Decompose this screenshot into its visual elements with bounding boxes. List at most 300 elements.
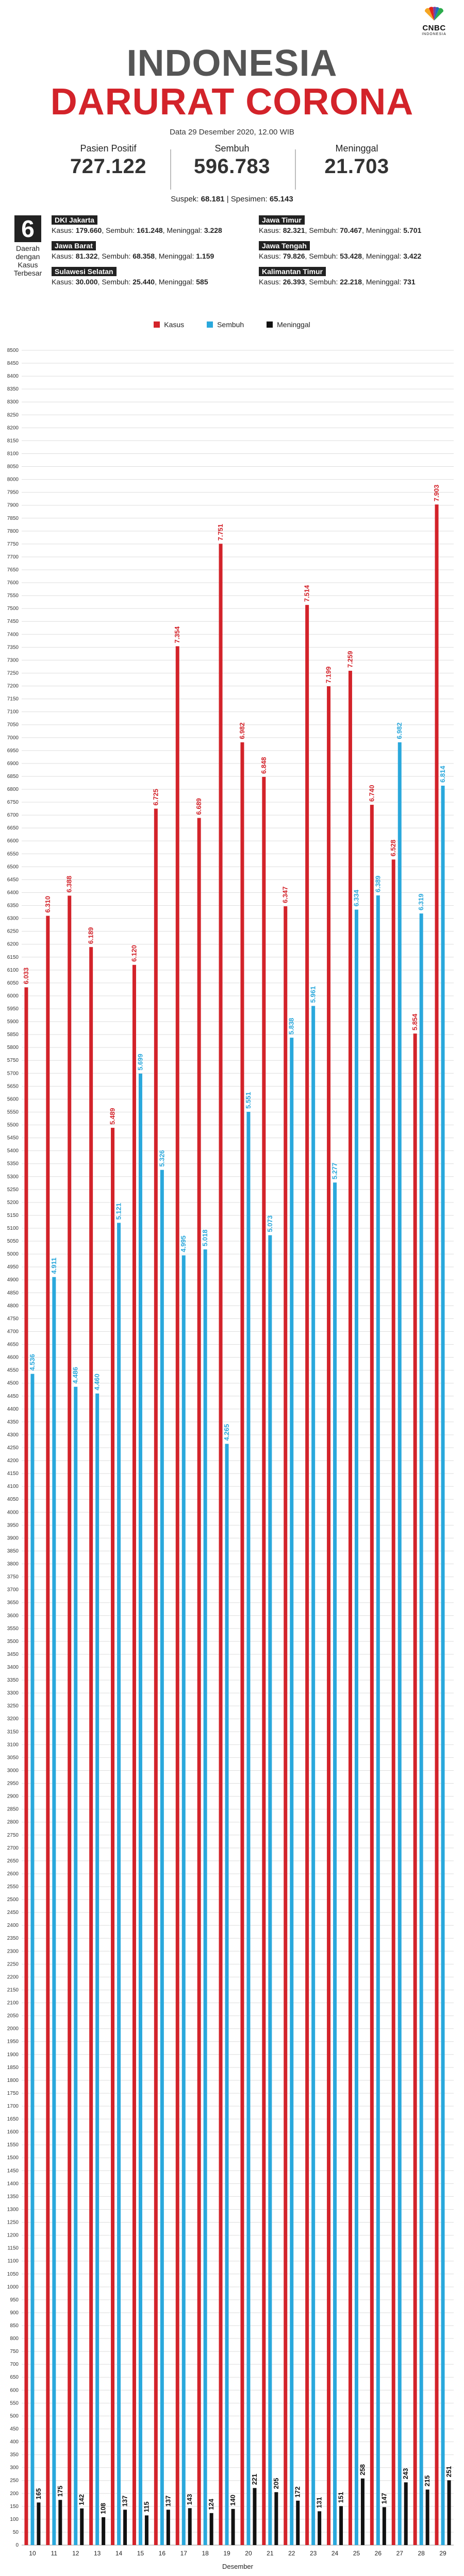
y-tick-label: 3250	[7, 1703, 19, 1709]
y-tick-label: 50	[12, 2529, 19, 2535]
region-data: Kasus: 30.000, Sembuh: 25.440, Meninggal: 585	[52, 278, 208, 286]
stat-positive	[46, 143, 170, 178]
bar-sembuh	[420, 913, 423, 2545]
kasus-label: Kasus:	[259, 278, 281, 286]
bar-meninggal	[231, 2509, 235, 2545]
bar-kasus	[111, 1128, 114, 2545]
bar-kasus	[349, 671, 352, 2545]
y-tick-label: 2000	[7, 2026, 19, 2032]
y-tick-label: 2900	[7, 1793, 19, 1800]
region-kasus: 81.322	[75, 252, 98, 260]
x-tick-label: 21	[267, 2550, 274, 2557]
bar-sembuh	[225, 1444, 229, 2545]
data-label-kasus: 6.033	[22, 967, 30, 985]
y-tick-label: 1050	[7, 2271, 19, 2277]
logo-text: CNBC	[422, 24, 446, 32]
y-tick-label: 8200	[7, 425, 19, 431]
bar-sembuh	[117, 1223, 121, 2545]
kasus-label: Kasus:	[52, 252, 74, 260]
stat-recovered-label: Sembuh	[214, 143, 250, 154]
bar-meninggal	[210, 2513, 213, 2545]
data-label-meninggal: 221	[250, 2473, 258, 2485]
y-tick-label: 6350	[7, 903, 19, 909]
y-tick-label: 6600	[7, 838, 19, 844]
logo-subtext: INDONESIA	[422, 32, 446, 36]
y-tick-label: 2550	[7, 1884, 19, 1890]
spesimen-label: Spesimen:	[230, 195, 268, 204]
y-tick-label: 7100	[7, 709, 19, 715]
bar-meninggal	[318, 2511, 321, 2545]
region-meninggal: 1.159	[196, 252, 214, 260]
meninggal-label: Meninggal:	[366, 226, 402, 234]
sembuh-label: Sembuh:	[309, 226, 338, 234]
y-tick-label: 1150	[7, 2245, 19, 2251]
y-tick-label: 1500	[7, 2155, 19, 2161]
y-tick-label: 4300	[7, 1432, 19, 1438]
region-sembuh: 70.467	[340, 226, 362, 234]
y-tick-label: 8300	[7, 399, 19, 405]
y-tick-label: 1750	[7, 2090, 19, 2096]
y-tick-label: 500	[10, 2413, 19, 2419]
y-tick-label: 3000	[7, 1768, 19, 1774]
y-tick-label: 3550	[7, 1625, 19, 1632]
y-tick-label: 8250	[7, 412, 19, 418]
y-tick-label: 750	[10, 2349, 19, 2355]
top-regions-badge	[7, 215, 48, 277]
y-tick-label: 7500	[7, 606, 19, 612]
legend-item	[267, 320, 310, 329]
x-tick-label: 26	[374, 2550, 382, 2557]
bar-meninggal	[253, 2488, 256, 2545]
y-tick-label: 3800	[7, 1561, 19, 1567]
y-tick-label: 7800	[7, 528, 19, 534]
x-tick-label: 23	[309, 2550, 317, 2557]
data-label-sembuh: 6.319	[417, 893, 425, 911]
data-label-kasus: 7.514	[303, 585, 311, 602]
y-tick-label: 950	[10, 2297, 19, 2303]
y-tick-label: 6650	[7, 825, 19, 832]
y-tick-label: 6250	[7, 928, 19, 935]
bar-kasus	[219, 544, 223, 2545]
y-tick-label: 7350	[7, 645, 19, 651]
y-tick-label: 3750	[7, 1574, 19, 1580]
y-tick-label: 6850	[7, 773, 19, 779]
x-tick-label: 13	[93, 2550, 101, 2557]
y-tick-label: 1650	[7, 2116, 19, 2123]
y-tick-label: 1100	[7, 2258, 19, 2264]
x-tick-label: 12	[72, 2550, 79, 2557]
x-tick-label: 15	[137, 2550, 144, 2557]
y-tick-label: 6000	[7, 993, 19, 999]
region-data: Kasus: 79.826, Sembuh: 53.428, Meninggal: 3.422	[259, 252, 422, 260]
region-meninggal: 5.701	[403, 226, 422, 234]
y-tick-label: 6400	[7, 890, 19, 896]
y-tick-label: 6050	[7, 980, 19, 986]
data-label-kasus: 6.689	[195, 798, 203, 815]
data-label-meninggal: 137	[164, 2495, 172, 2507]
bar-kasus	[327, 686, 330, 2545]
y-tick-label: 8000	[7, 477, 19, 483]
suspek-value: 68.181	[201, 195, 225, 204]
y-tick-label: 3150	[7, 1729, 19, 1735]
y-tick-label: 1300	[7, 2207, 19, 2213]
region-meninggal: 731	[403, 278, 416, 286]
y-tick-label: 0	[15, 2543, 19, 2548]
y-tick-label: 6300	[7, 916, 19, 922]
x-tick-label: 24	[331, 2550, 339, 2557]
y-tick-label: 4900	[7, 1277, 19, 1283]
bar-sembuh	[74, 1387, 77, 2545]
spesimen-value: 65.143	[269, 195, 293, 204]
bar-sembuh	[376, 895, 380, 2545]
y-tick-label: 3700	[7, 1587, 19, 1593]
y-tick-label: 4550	[7, 1367, 19, 1374]
sembuh-label: Sembuh:	[102, 252, 131, 260]
y-tick-label: 7650	[7, 567, 19, 573]
data-label-sembuh: 5.551	[244, 1092, 252, 1109]
y-tick-label: 5650	[7, 1083, 19, 1090]
y-tick-label: 1700	[7, 2104, 19, 2109]
stat-positive-value: 727.122	[70, 155, 147, 178]
bar-meninggal	[80, 2509, 84, 2545]
bar-sembuh	[290, 1038, 293, 2545]
data-label-meninggal: 205	[272, 2478, 280, 2489]
bar-kasus	[262, 777, 266, 2545]
y-tick-label: 5900	[7, 1019, 19, 1025]
data-label-kasus: 6.189	[87, 927, 95, 944]
region-meninggal: 3.228	[204, 226, 222, 234]
x-tick-label: 27	[396, 2550, 403, 2557]
data-label-meninggal: 137	[121, 2495, 129, 2507]
y-tick-label: 4700	[7, 1329, 19, 1335]
bar-sembuh	[355, 910, 358, 2545]
y-tick-label: 900	[10, 2310, 19, 2316]
y-tick-label: 3500	[7, 1638, 19, 1645]
y-tick-label: 6700	[7, 812, 19, 819]
x-tick-label: 17	[180, 2550, 187, 2557]
data-label-sembuh: 4.536	[28, 1354, 36, 1371]
y-tick-label: 5000	[7, 1251, 19, 1258]
y-tick-label: 100	[10, 2516, 19, 2522]
region-name: DKI Jakarta	[52, 215, 97, 225]
region-meninggal: 3.422	[403, 252, 422, 260]
legend-swatch-kasus	[154, 321, 160, 328]
bar-meninggal	[145, 2515, 148, 2545]
region-name: Kalimantan Timur	[259, 267, 326, 276]
title-line-1: INDONESIA	[126, 43, 338, 84]
y-tick-label: 650	[10, 2375, 19, 2381]
data-label-sembuh: 5.121	[114, 1202, 123, 1220]
y-tick-label: 350	[10, 2452, 19, 2458]
y-tick-label: 1000	[7, 2284, 19, 2290]
y-tick-label: 7850	[7, 515, 19, 521]
meninggal-label: Meninggal:	[366, 252, 402, 260]
data-label-kasus: 7.259	[346, 651, 354, 668]
region-data: Kasus: 26.393, Sembuh: 22.218, Meninggal: 731	[259, 278, 416, 286]
data-label-meninggal: 131	[315, 2497, 323, 2509]
y-tick-label: 5300	[7, 1174, 19, 1180]
x-tick-label: 20	[245, 2550, 252, 2557]
bar-sembuh	[95, 1394, 99, 2545]
y-tick-label: 3350	[7, 1677, 19, 1684]
y-tick-label: 2100	[7, 2000, 19, 2006]
region-sembuh: 25.440	[132, 278, 155, 286]
bar-kasus	[197, 818, 201, 2545]
y-tick-label: 6450	[7, 877, 19, 883]
data-label-meninggal: 215	[423, 2475, 432, 2487]
y-tick-label: 5950	[7, 1006, 19, 1012]
region-card	[259, 267, 464, 286]
y-tick-label: 5750	[7, 1058, 19, 1064]
bar-meninggal	[361, 2479, 364, 2545]
y-tick-label: 4950	[7, 1264, 19, 1270]
kasus-label: Kasus:	[259, 252, 281, 260]
bar-kasus	[68, 895, 71, 2545]
bar-kasus	[46, 916, 49, 2545]
data-label-meninggal: 115	[142, 2501, 151, 2513]
x-tick-label: 11	[51, 2550, 58, 2557]
meninggal-label: Meninggal:	[167, 226, 202, 234]
y-tick-label: 7250	[7, 670, 19, 676]
data-label-kasus: 7.903	[433, 484, 441, 502]
y-tick-label: 7750	[7, 541, 19, 547]
data-label-kasus: 6.848	[259, 757, 268, 774]
y-tick-label: 7700	[7, 554, 19, 560]
y-tick-label: 4100	[7, 1484, 19, 1490]
region-sembuh: 68.358	[132, 252, 155, 260]
y-tick-label: 550	[10, 2400, 19, 2406]
data-label-meninggal: 140	[229, 2495, 237, 2506]
data-label-sembuh: 6.389	[374, 875, 382, 892]
y-tick-label: 3100	[7, 1742, 19, 1748]
region-card	[259, 215, 464, 234]
y-tick-label: 5700	[7, 1071, 19, 1077]
y-tick-label: 1550	[7, 2142, 19, 2148]
bar-sembuh	[268, 1235, 272, 2545]
covid-bar-chart	[0, 340, 464, 2576]
data-label-meninggal: 143	[186, 2494, 194, 2505]
y-tick-label: 2650	[7, 1858, 19, 1864]
y-tick-label: 6100	[7, 967, 19, 973]
sembuh-label: Sembuh:	[309, 252, 338, 260]
y-tick-label: 4450	[7, 1393, 19, 1399]
y-tick-label: 2350	[7, 1936, 19, 1942]
y-tick-label: 6900	[7, 760, 19, 767]
data-label-kasus: 6.725	[152, 789, 160, 806]
stat-deaths-label: Meninggal	[335, 143, 378, 154]
y-tick-label: 8100	[7, 451, 19, 457]
data-label-meninggal: 175	[56, 2485, 64, 2497]
y-tick-label: 6500	[7, 864, 19, 870]
bar-meninggal	[296, 2501, 300, 2545]
y-tick-label: 3300	[7, 1690, 19, 1697]
y-tick-label: 3200	[7, 1716, 19, 1722]
data-label-sembuh: 5.018	[201, 1229, 209, 1247]
data-label-sembuh: 4.911	[49, 1257, 58, 1274]
region-meninggal: 585	[196, 278, 208, 286]
region-kasus: 26.393	[283, 278, 305, 286]
region-data: Kasus: 81.322, Sembuh: 68.358, Meninggal: 1.159	[52, 252, 214, 260]
region-sembuh: 161.248	[137, 226, 163, 234]
y-tick-label: 3600	[7, 1613, 19, 1619]
y-tick-label: 400	[10, 2439, 19, 2445]
y-tick-label: 7000	[7, 735, 19, 741]
data-label-kasus: 6.120	[130, 945, 138, 962]
data-label-meninggal: 172	[293, 2486, 302, 2498]
sembuh-label: Sembuh:	[102, 278, 131, 286]
secondary-stats	[0, 195, 464, 204]
data-label-kasus: 6.528	[389, 839, 397, 857]
region-name: Jawa Timur	[259, 215, 305, 225]
bar-sembuh	[30, 1374, 34, 2545]
y-tick-label: 5550	[7, 1109, 19, 1115]
data-label-kasus: 6.310	[43, 896, 52, 913]
bar-sembuh	[311, 1006, 315, 2545]
bar-sembuh	[398, 742, 402, 2545]
data-label-sembuh: 5.699	[136, 1054, 144, 1071]
x-tick-label: 14	[115, 2550, 123, 2557]
region-data: Kasus: 82.321, Sembuh: 70.467, Meninggal: 5.701	[259, 226, 422, 234]
chart-legend	[0, 320, 464, 329]
y-tick-label: 8450	[7, 361, 19, 367]
region-kasus: 179.660	[75, 226, 102, 234]
y-tick-label: 4050	[7, 1497, 19, 1503]
y-tick-label: 5850	[7, 1032, 19, 1038]
y-tick-label: 6550	[7, 851, 19, 857]
y-tick-label: 1350	[7, 2194, 19, 2200]
region-card	[52, 267, 258, 286]
y-tick-label: 8350	[7, 386, 19, 393]
bar-sembuh	[441, 786, 445, 2545]
y-tick-label: 1450	[7, 2168, 19, 2174]
bar-meninggal	[448, 2480, 451, 2545]
data-label-kasus: 6.740	[368, 785, 376, 802]
legend-label: Meninggal	[277, 320, 310, 329]
y-tick-label: 4750	[7, 1316, 19, 1322]
data-label-sembuh: 4.460	[93, 1374, 101, 1391]
bar-sembuh	[333, 1182, 337, 2545]
data-label-kasus: 6.982	[238, 722, 246, 739]
bar-sembuh	[204, 1249, 207, 2545]
region-kasus: 79.826	[283, 252, 305, 260]
data-label-kasus: 6.388	[65, 875, 73, 893]
bar-kasus	[305, 605, 309, 2545]
bar-kasus	[435, 504, 439, 2545]
y-tick-label: 1800	[7, 2077, 19, 2083]
y-tick-label: 4350	[7, 1419, 19, 1425]
legend-swatch-meninggal	[267, 321, 273, 328]
y-tick-label: 1400	[7, 2181, 19, 2187]
data-label-meninggal: 124	[207, 2499, 216, 2510]
y-tick-label: 2450	[7, 1910, 19, 1916]
y-tick-label: 6950	[7, 748, 19, 754]
bar-kasus	[392, 859, 395, 2545]
y-tick-label: 3850	[7, 1548, 19, 1554]
y-tick-label: 1850	[7, 2064, 19, 2071]
region-name: Sulawesi Selatan	[52, 267, 117, 276]
bar-meninggal	[123, 2510, 127, 2545]
y-tick-label: 6200	[7, 941, 19, 947]
data-label-kasus: 5.854	[411, 1013, 419, 1031]
data-label-meninggal: 142	[77, 2494, 86, 2505]
y-tick-label: 6800	[7, 787, 19, 792]
y-tick-label: 600	[10, 2387, 19, 2394]
x-axis-label: Desember	[222, 2563, 253, 2570]
meninggal-label: Meninggal:	[158, 278, 194, 286]
legend-item	[154, 320, 184, 329]
y-tick-label: 4250	[7, 1445, 19, 1451]
legend-swatch-sembuh	[207, 321, 213, 328]
bar-meninggal	[188, 2508, 192, 2545]
y-tick-label: 5800	[7, 1045, 19, 1051]
data-label-meninggal: 251	[445, 2466, 453, 2478]
region-name: Jawa Tengah	[259, 241, 310, 250]
data-label-meninggal: 147	[380, 2493, 388, 2504]
secondary-divider: |	[226, 195, 229, 204]
kasus-label: Kasus:	[52, 226, 74, 234]
y-tick-label: 4850	[7, 1290, 19, 1296]
data-label-meninggal: 108	[99, 2503, 107, 2514]
bar-meninggal	[339, 2506, 343, 2545]
y-tick-label: 8400	[7, 374, 19, 380]
y-tick-label: 150	[10, 2503, 19, 2510]
y-tick-label: 1250	[7, 2219, 19, 2226]
region-sembuh: 53.428	[340, 252, 362, 260]
y-tick-label: 7400	[7, 632, 19, 638]
data-label-sembuh: 6.334	[352, 890, 360, 907]
y-tick-label: 3900	[7, 1535, 19, 1541]
y-tick-label: 5450	[7, 1135, 19, 1141]
bar-meninggal	[426, 2489, 429, 2545]
data-label-sembuh: 6.982	[395, 722, 404, 739]
suspek-label: Suspek:	[171, 195, 199, 204]
y-tick-label: 4400	[7, 1406, 19, 1412]
y-tick-label: 2200	[7, 1974, 19, 1980]
sembuh-label: Sembuh:	[106, 226, 135, 234]
y-tick-label: 5400	[7, 1148, 19, 1154]
top-regions-count: 6	[14, 215, 41, 242]
y-tick-label: 2700	[7, 1845, 19, 1851]
bar-kasus	[370, 805, 374, 2545]
y-tick-label: 3400	[7, 1665, 19, 1670]
meninggal-label: Meninggal:	[158, 252, 194, 260]
x-tick-label: 25	[353, 2550, 360, 2557]
x-tick-label: 22	[288, 2550, 295, 2557]
y-tick-label: 1950	[7, 2039, 19, 2045]
data-label-kasus: 6.347	[281, 886, 289, 904]
stat-positive-label: Pasien Positif	[80, 143, 137, 154]
data-label-kasus: 7.354	[173, 626, 181, 643]
y-tick-label: 6150	[7, 954, 19, 960]
y-tick-label: 2300	[7, 1948, 19, 1955]
x-tick-label: 28	[418, 2550, 425, 2557]
region-card	[52, 215, 258, 234]
y-tick-label: 8150	[7, 438, 19, 444]
data-label-sembuh: 4.995	[179, 1235, 188, 1252]
y-tick-label: 450	[10, 2426, 19, 2432]
y-tick-label: 2150	[7, 1987, 19, 1993]
kasus-label: Kasus:	[259, 226, 281, 234]
y-tick-label: 5350	[7, 1161, 19, 1167]
region-sembuh: 22.218	[340, 278, 362, 286]
data-label-sembuh: 5.277	[330, 1162, 339, 1180]
y-tick-label: 7200	[7, 683, 19, 689]
bar-sembuh	[246, 1112, 250, 2545]
y-tick-label: 4800	[7, 1303, 19, 1309]
bar-sembuh	[139, 1074, 142, 2545]
y-tick-label: 8500	[7, 348, 19, 353]
bar-meninggal	[58, 2500, 62, 2545]
